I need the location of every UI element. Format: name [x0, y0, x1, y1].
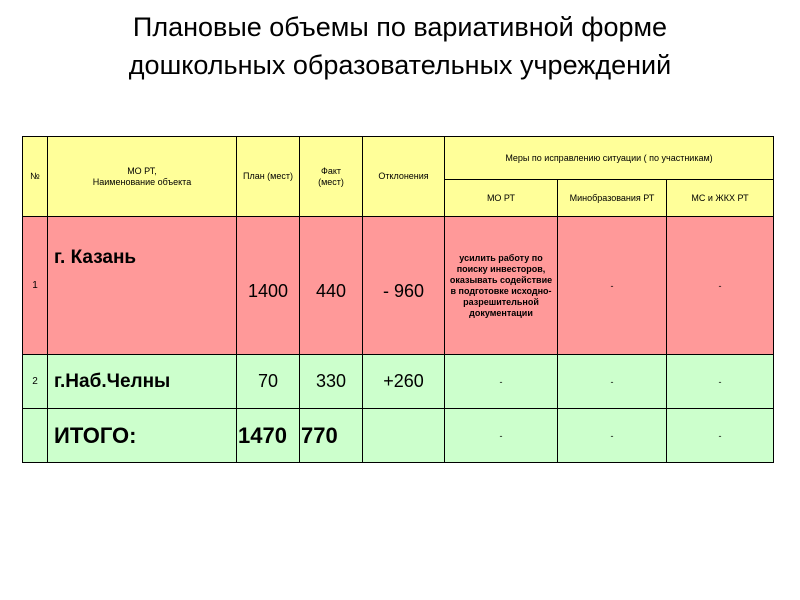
header-plan: План (мест) — [237, 137, 300, 217]
row-num: 2 — [23, 355, 48, 409]
slide-title-line-2: дошкольных образовательных учреждений — [128, 50, 672, 80]
total-measures-ms: - — [667, 409, 774, 463]
row-num: 1 — [23, 217, 48, 355]
row-measures-ms: - — [667, 217, 774, 355]
header-measures-minobr: Минобразования РТ — [558, 180, 667, 217]
total-row — [23, 409, 774, 463]
header-measures-ms: МС и ЖКХ РТ — [667, 180, 774, 217]
row-measures-mo: - — [445, 355, 558, 409]
header-num: № — [23, 137, 48, 217]
header-fact-line-1: Факт — [320, 165, 341, 176]
row-plan: 1400 — [237, 217, 300, 355]
row-fact: 440 — [300, 217, 363, 355]
row-name: г.Наб.Челны — [48, 355, 237, 409]
header-deviation: Отклонения — [363, 137, 445, 217]
header-name-line-1: МО РТ, — [127, 165, 157, 176]
total-label: ИТОГО: — [48, 409, 237, 463]
header-measures: Меры по исправлению ситуации ( по участникам) — [445, 137, 774, 180]
header-name-line-2: Наименование объекта — [92, 176, 192, 187]
row-deviation: +260 — [363, 355, 445, 409]
row-measures-minobr: - — [558, 217, 667, 355]
header-fact — [300, 137, 363, 217]
slide-title — [0, 8, 800, 84]
row-measures-ms: - — [667, 355, 774, 409]
header-measures-mo: МО РТ — [445, 180, 558, 217]
total-plan: 1470 — [237, 409, 300, 463]
table-row — [23, 355, 774, 409]
total-fact: 770 — [300, 409, 363, 463]
row-measures-minobr: - — [558, 355, 667, 409]
header-row-1 — [23, 137, 774, 180]
row-fact: 330 — [300, 355, 363, 409]
row-plan: 70 — [237, 355, 300, 409]
plan-table — [22, 136, 774, 463]
slide-title-line-1: Плановые объемы по вариативной форме — [132, 12, 668, 42]
total-num — [23, 409, 48, 463]
header-name — [48, 137, 237, 217]
row-deviation: - 960 — [363, 217, 445, 355]
total-measures-minobr: - — [558, 409, 667, 463]
row-name: г. Казань — [48, 217, 237, 355]
total-measures-mo: - — [445, 409, 558, 463]
total-deviation — [363, 409, 445, 463]
row-measures-mo: усилить работу по поиску инвесторов, оказывать содействие в подготовке исходно-разрешительной документации — [445, 217, 558, 355]
table-row — [23, 217, 774, 355]
header-fact-line-2: (мест) — [318, 176, 344, 187]
